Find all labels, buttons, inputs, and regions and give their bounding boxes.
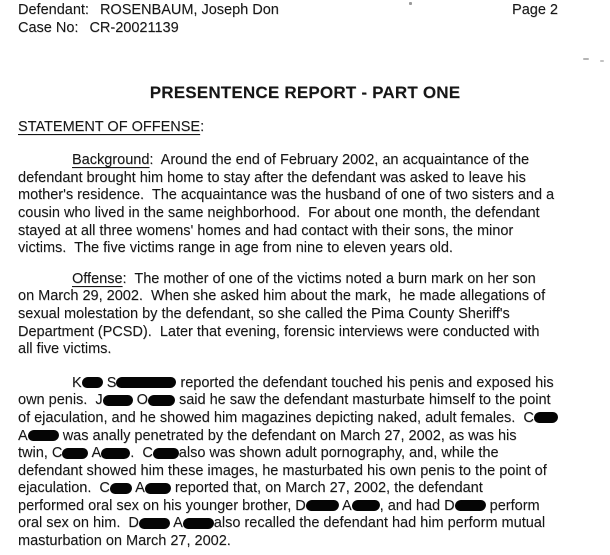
redaction-box <box>183 518 214 529</box>
text-line <box>18 480 592 498</box>
case-number-label: Case No: <box>18 19 79 36</box>
scan-artifact-speck <box>600 60 604 62</box>
redaction-box <box>116 377 176 388</box>
redaction-box <box>145 483 171 494</box>
defendant-line <box>18 2 592 20</box>
defendant-label: Defendant: <box>18 2 89 18</box>
text-line <box>18 170 592 188</box>
redaction-box <box>28 430 59 441</box>
document-title: PRESENTENCE REPORT - PART ONE <box>149 83 461 103</box>
text-run: A <box>131 480 145 497</box>
underlined-text: Offense <box>72 270 123 287</box>
redaction-box <box>82 377 103 388</box>
redaction-box <box>455 500 486 511</box>
redaction-box <box>139 518 170 529</box>
text-line <box>18 240 592 258</box>
text-run: victims. The five victims range in age from nine to eleven years old. <box>18 240 453 257</box>
case-number: CR-20021139 <box>89 19 179 36</box>
redaction-box <box>101 448 130 459</box>
text-run: : The mother of one of the victims noted a burn mark on her son <box>122 270 536 287</box>
scan-artifact-speck <box>583 58 589 60</box>
text-line <box>18 223 592 241</box>
text-line <box>18 428 592 446</box>
text-run: A <box>169 515 183 532</box>
text-line <box>18 392 592 410</box>
text-run: K <box>72 374 82 391</box>
text-run: perform <box>485 497 540 514</box>
text-run: ejaculation. C <box>18 480 110 497</box>
paragraph-victim-statements <box>18 375 592 551</box>
page-number: Page 2 <box>512 2 558 18</box>
text-run: , and had D <box>379 497 455 514</box>
text-line <box>18 375 592 393</box>
text-run: . C <box>130 445 153 462</box>
page-header <box>18 2 592 37</box>
text-run: masturbation on March 27, 2002. <box>18 533 231 550</box>
text-run: defendant brought him home to stay after the defendant was asked to leave his <box>18 169 526 186</box>
paragraph-offense <box>18 271 592 359</box>
text-run: on March 29, 2002. When she asked him about the mark, he made allegations of <box>18 288 546 305</box>
redaction-box <box>62 448 88 459</box>
text-run: said he saw the defendant masturbate himself to the point <box>174 392 551 409</box>
text-run: twin, C <box>18 445 63 462</box>
defendant-name: ROSENBAUM, Joseph Don <box>99 2 279 18</box>
text-run: A <box>88 445 102 462</box>
redaction-box <box>110 483 132 494</box>
text-line <box>18 187 592 205</box>
text-run: also recalled the defendant had him perform mutual <box>213 515 546 532</box>
underlined-text: Background <box>72 152 150 169</box>
scan-artifact-speck <box>409 2 412 5</box>
text-run: was anally penetrated by the defendant on March 27, 2002, as was his <box>58 427 517 444</box>
text-run: S <box>102 374 117 391</box>
text-line <box>18 152 592 170</box>
text-run: oral sex on him. D <box>18 515 139 532</box>
redaction-box <box>103 395 133 406</box>
text-line <box>18 445 592 463</box>
text-line <box>18 515 592 533</box>
redaction-box <box>148 395 175 406</box>
text-run: reported the defendant touched his penis and exposed his <box>176 374 554 391</box>
case-number-line <box>18 20 592 38</box>
text-run: defendant showed him these images, he masturbated his own penis to the point of <box>18 462 547 479</box>
text-run: A <box>18 427 28 444</box>
text-line <box>18 341 592 359</box>
redaction-box <box>352 500 380 511</box>
text-run: cousin who lived in the same neighborhood. For about one month, the defendant <box>18 204 540 221</box>
text-line <box>18 288 592 306</box>
text-run: performed oral sex on his younger brother, D <box>18 497 306 514</box>
redaction-box <box>306 500 339 511</box>
text-run: Department (PCSD). Later that evening, forensic interviews were conducted with <box>18 323 540 340</box>
redaction-box <box>153 448 179 459</box>
text-run: all five victims. <box>18 341 112 358</box>
text-line <box>18 306 592 324</box>
text-line <box>18 271 592 289</box>
paragraph-background <box>18 152 592 258</box>
redaction-box <box>534 412 558 423</box>
text-line <box>18 410 592 428</box>
text-run: reported that, on March 27, 2002, the defendant <box>170 480 483 497</box>
text-line <box>18 205 592 223</box>
section-heading-text: STATEMENT OF OFFENSE <box>18 119 201 136</box>
text-run: A <box>338 497 352 514</box>
text-run: : Around the end of February 2002, an acquaintance of the <box>149 152 530 169</box>
text-run: O <box>132 392 148 409</box>
text-run: also was shown adult pornography, and, while the <box>178 445 499 462</box>
text-line <box>18 324 592 342</box>
text-run: sexual molestation by the defendant, so she called the Pima County Sheriff's <box>18 305 510 322</box>
text-line <box>18 498 592 516</box>
section-heading-colon: : <box>200 119 205 136</box>
text-run: stayed at all three womens' homes and had contact with their sons, the minor <box>18 222 514 239</box>
text-run: own penis. J <box>18 392 103 409</box>
text-run: mother's residence. The acquaintance was the husband of one of two sisters and a <box>18 187 555 204</box>
text-line <box>18 463 592 481</box>
section-heading <box>18 118 592 136</box>
text-run: of ejaculation, and he showed him magazines depicting naked, adult females. C <box>18 409 534 426</box>
text-line <box>18 533 592 551</box>
